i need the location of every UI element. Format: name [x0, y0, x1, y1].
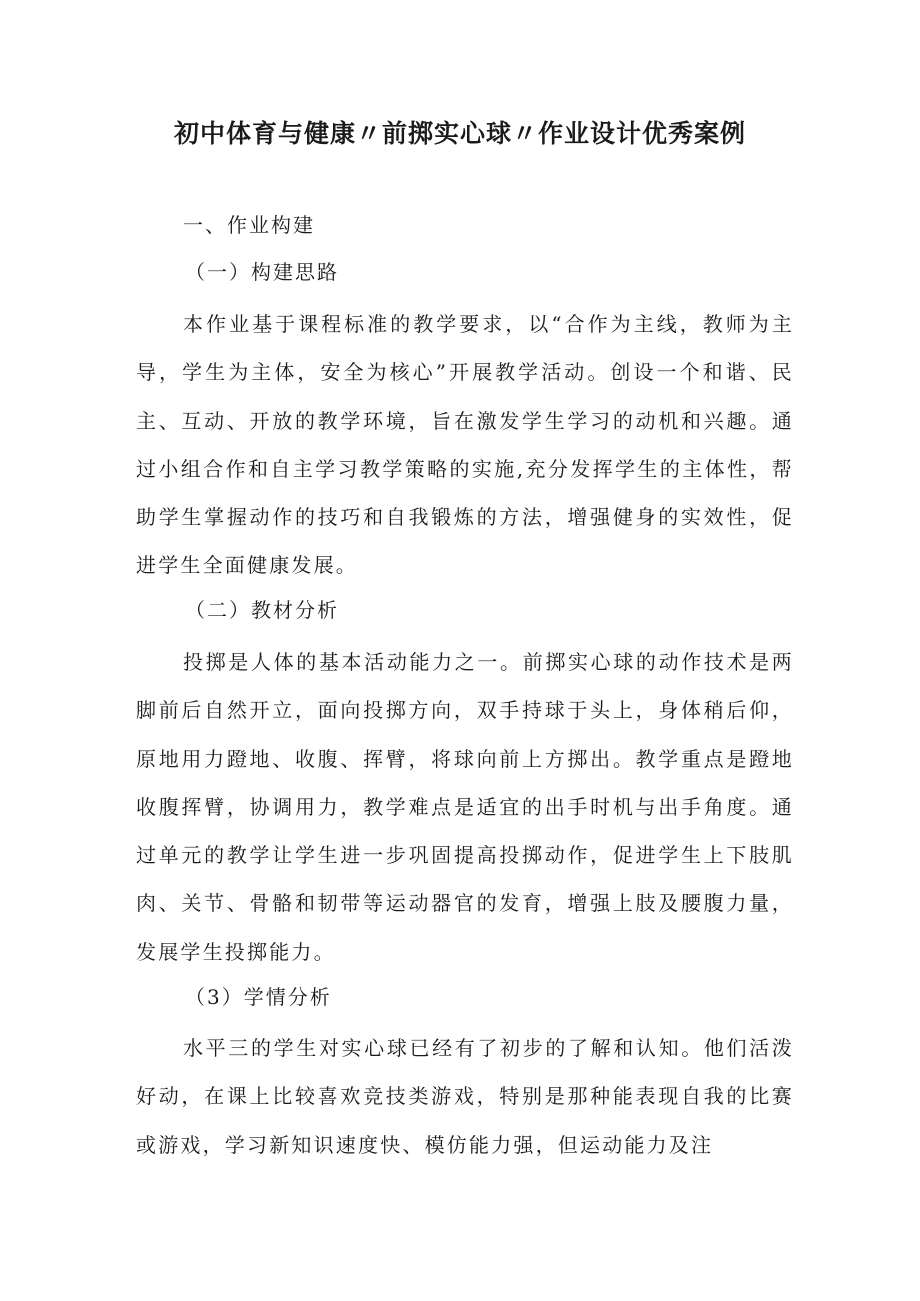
- subsection-heading-approach: （一）构建思路: [185, 260, 339, 284]
- paragraph-student-analysis: 水平三的学生对实心球已经有了初步的了解和认知。他们活泼好动，在课上比较喜欢竞技类游戏，特别是那种能表现自我的比赛或游戏，学习新知识速度快、模仿能力强，但运动能力及注: [136, 1036, 794, 1157]
- section-heading-construction: 一、作业构建: [183, 213, 315, 237]
- subsection-heading-material-analysis: （二）教材分析: [185, 598, 339, 622]
- paragraph-material-analysis: 投掷是人体的基本活动能力之一。前掷实心球的动作技术是两脚前后自然开立，面向投掷方向，双手持球于头上，身体稍后仰，原地用力蹬地、收腹、挥臂，将球向前上方掷出。教学重点是蹬地收腹挥臂，协调用力，教学难点是适宜的出手时机与出手角度。通过单元的教学让学生进一步巩固提高投掷动作，促进学生上下肢肌肉、关节、骨骼和韧带等运动器官的发育，增强上肢及腰腹力量，发展学生投掷能力。: [136, 650, 794, 964]
- subsection-heading-student-analysis: （3）学情分析: [185, 985, 332, 1009]
- document-title: 初中体育与健康〃前掷实心球〃作业设计优秀案例: [173, 119, 746, 148]
- paragraph-approach: 本作业基于课程标准的教学要求，以“合作为主线，教师为主导，学生为主体，安全为核心”开展教学活动。创设一个和谐、民主、互动、开放的教学环境，旨在激发学生学习的动机和兴趣。通过小组合作和自主学习教学策略的实施,充分发挥学生的主体性，帮助学生掌握动作的技巧和自我锻炼的方法，增强健身的实效性，促进学生全面健康发展。: [136, 312, 794, 578]
